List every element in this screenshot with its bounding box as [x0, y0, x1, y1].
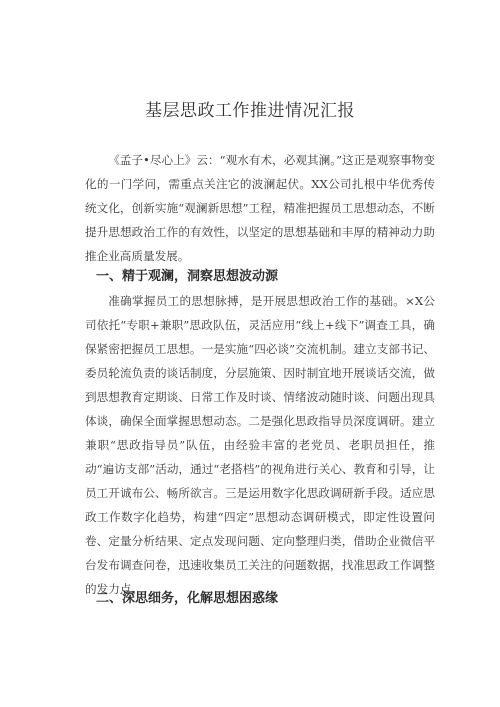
section-1-heading: 一、精于观澜，洞察思想波动源	[96, 269, 279, 284]
section-1-paragraph: 准确掌握员工的思想脉搏，是开展思想政治工作的基础。×X公司依托“专职+兼职”思政队伍，灵活应用“线上+线下”调查工具，确保紧密把握员工思想。一是实施“四必谈”交流机制。建立支部书记、委员轮流负责的谈话制度，分层施策、因时制宜地开展谈话交流，做到思想教育定期谈、日常工作及时谈、情绪波动随时谈、问题出现具体谈，确保全面掌握思想动态。二是强化思政指导员深度调研。建立兼职“思政指导员”队伍，由经验丰富的老党员、老职员担任，推动“遍访支部”活动，通过“老搭档”的视角进行关心、教育和引导，让员工开诚布公、畅所欲言。三是运用数字化思政调研新手段。适应思政工作数字化趋势，构建“四定”思想动态调研模式，即定性设置问卷、定量分析结果、定点发现问题、定向整理归类，借助企业微信平台发布调查问卷，迅速收集员工关注的问题数据，找准思政工作调整的发力点。	[85, 294, 435, 596]
section-2-heading: 二、深思细务，化解思想困惑缘	[96, 591, 279, 606]
document-title: 基层思政工作推进情况汇报	[145, 101, 355, 121]
intro-paragraph: 《孟子•尽心上》云：“观水有术，必观其澜。”这正是观察事物变化的一门学问，需重点关注它的波澜起伏。XX公司扎根中华优秀传统文化，创新实施“观澜新思想”工程，精准把握员工思想动态，不断提升思想政治工作的有效性，以坚定的思想基础和丰厚的精神动力助推企业高质量发展。	[85, 153, 435, 263]
